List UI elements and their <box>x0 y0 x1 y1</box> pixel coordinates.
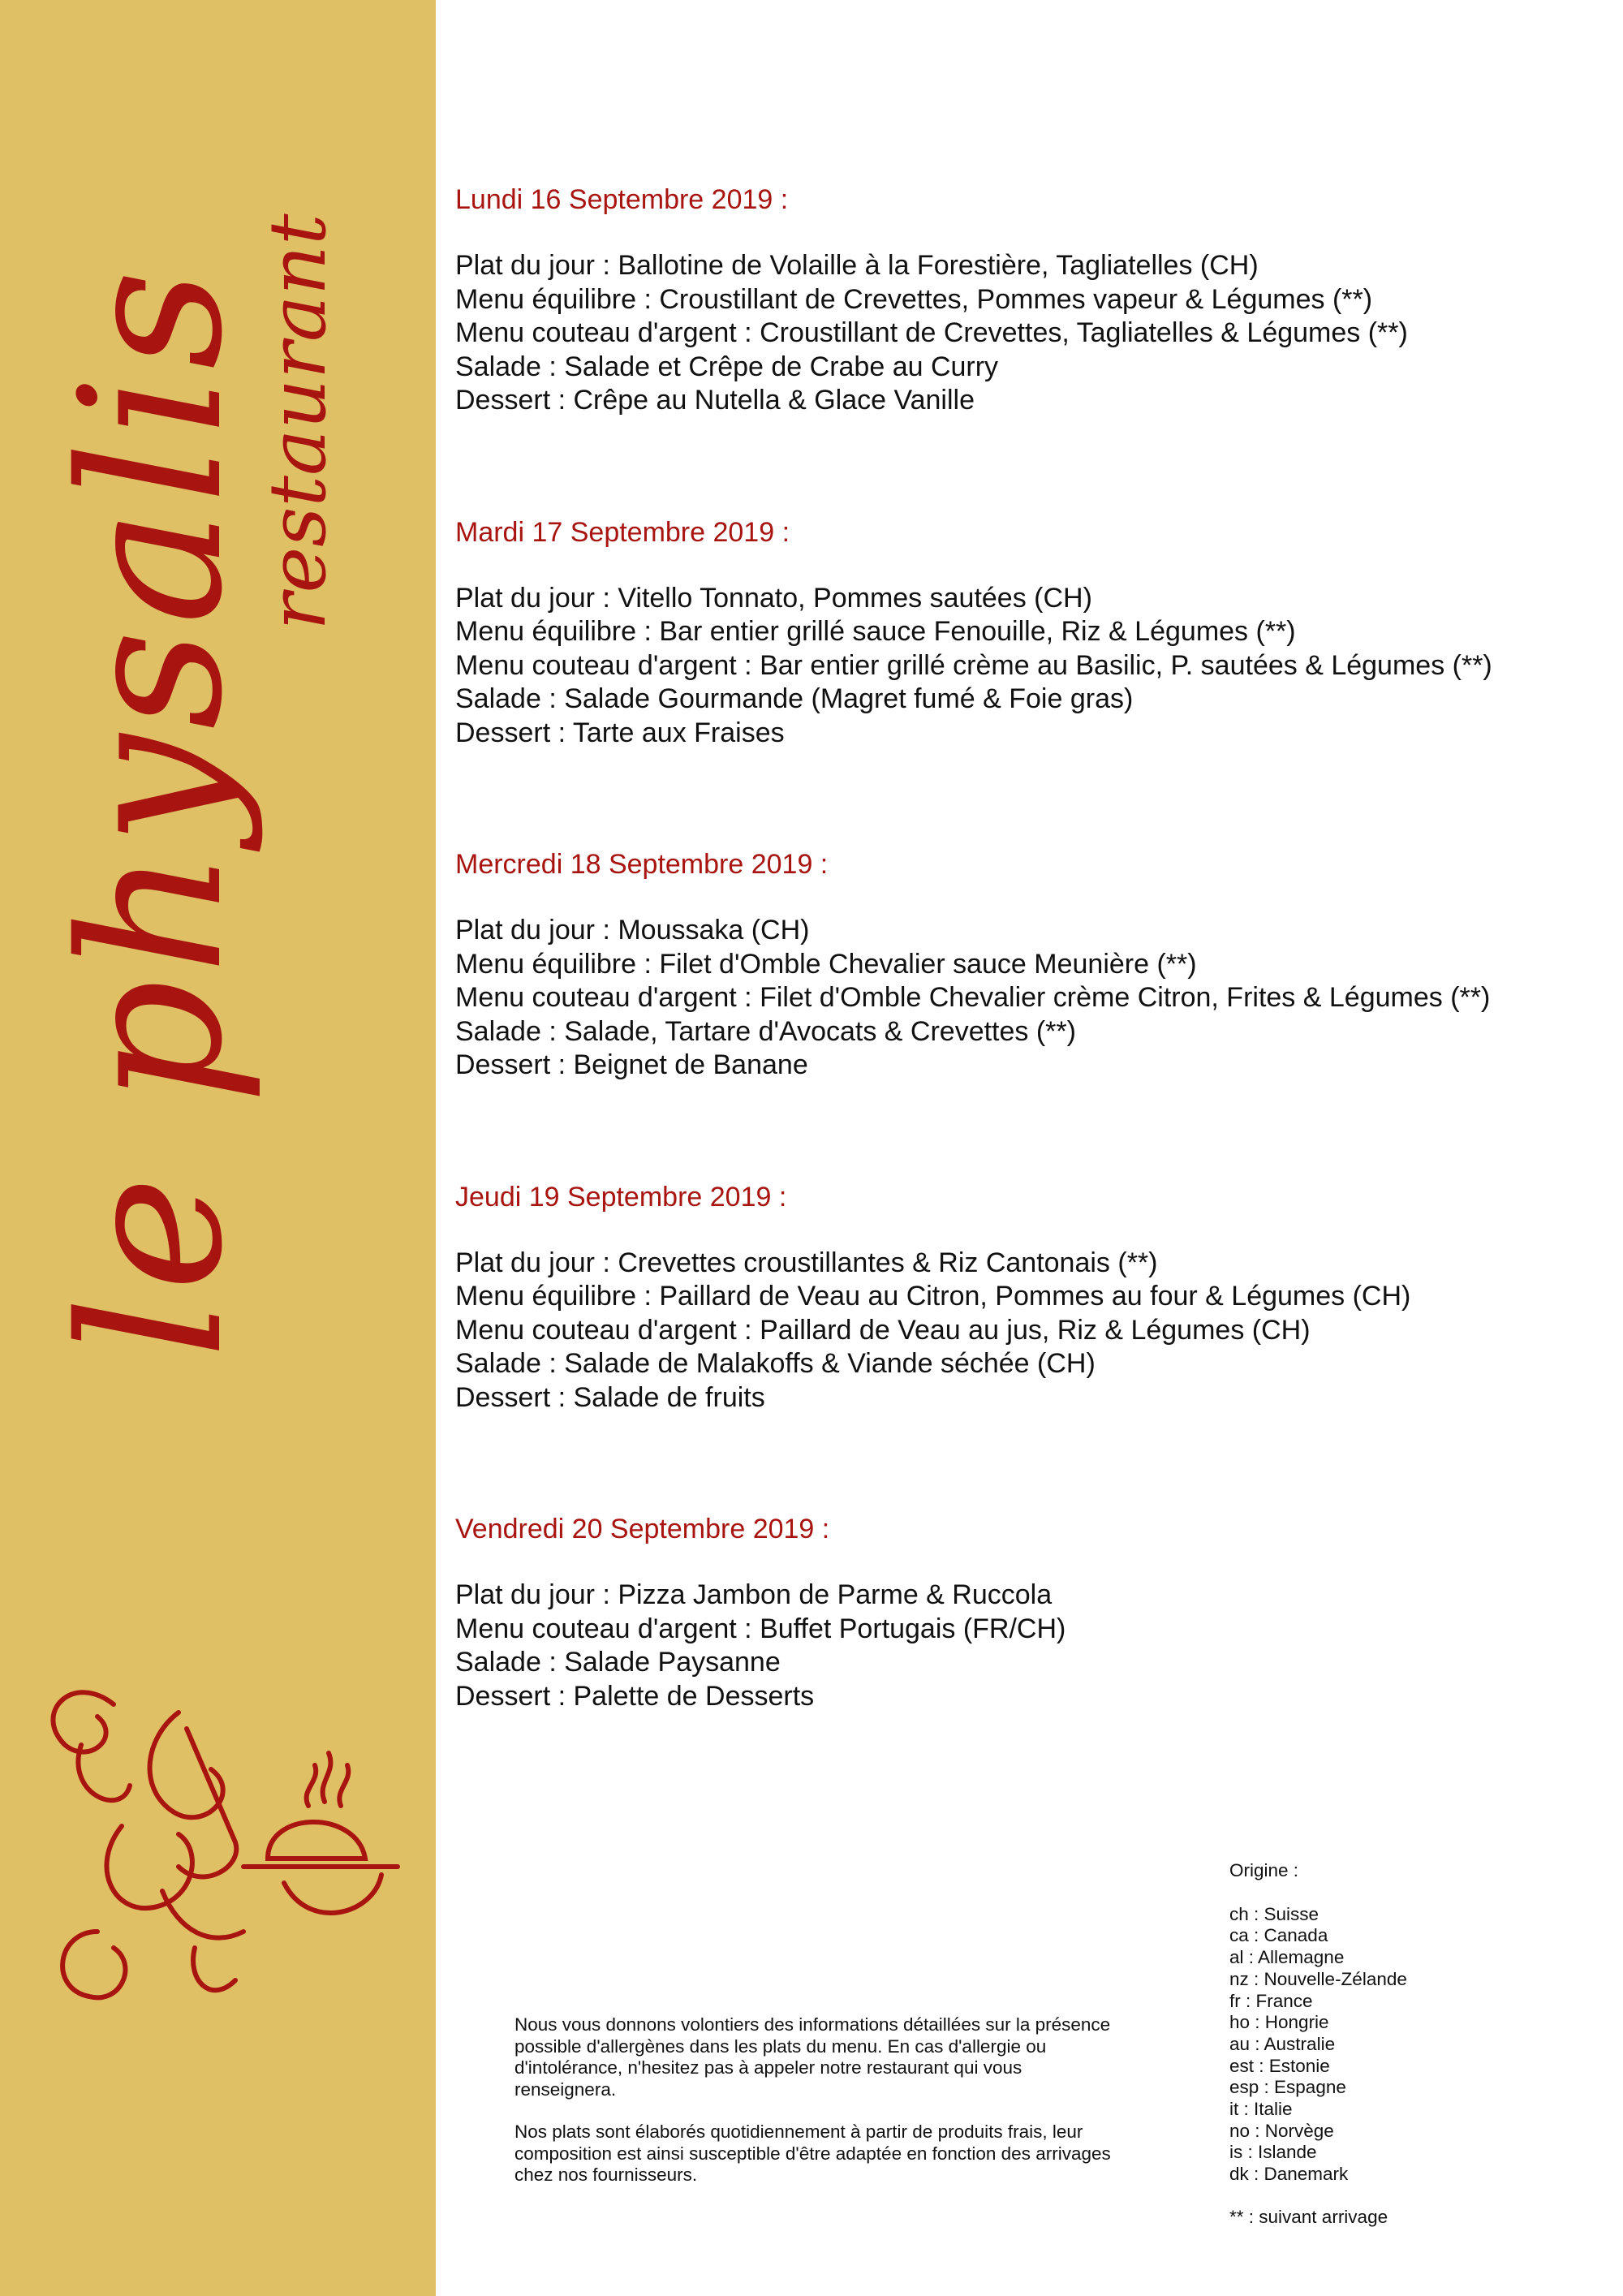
day-section <box>455 515 1608 751</box>
logo <box>0 0 436 2296</box>
dish-item: Salade : Salade Paysanne <box>455 1647 781 1678</box>
day-title: Vendredi 20 Septembre 2019 : <box>455 1514 830 1544</box>
day-title: Jeudi 19 Septembre 2019 : <box>455 1181 787 1213</box>
origin-note: ** : suivant arrivage <box>1229 2206 1388 2227</box>
origin-item: nz : Nouvelle-Zélande <box>1229 1968 1407 1989</box>
dish-item: Menu couteau d'argent : Buffet Portugais (FR/CH) <box>455 1613 1066 1644</box>
origin-item: au : Australie <box>1229 2033 1336 2054</box>
dish-item: Salade : Salade et Crêpe de Crabe au Curry <box>455 351 999 382</box>
origin-item: no : Norvège <box>1229 2120 1334 2141</box>
dish-list <box>455 914 1608 1083</box>
origin-item: it : Italie <box>1229 2099 1293 2120</box>
day-spacer <box>455 1415 1608 1512</box>
dish-item: Menu couteau d'argent : Croustillant de Crevettes, Tagliatelles & Légumes (**) <box>455 317 1408 348</box>
dish-item: Plat du jour : Vitello Tonnato, Pommes sautées (CH) <box>455 582 1092 614</box>
origin-title: Origine : <box>1229 1860 1299 1880</box>
dish-item: Menu équilibre : Filet d'Omble Chevalier sauce Meunière (**) <box>455 948 1197 980</box>
dish-list <box>455 582 1608 751</box>
origin-item: ho : Hongrie <box>1229 2012 1329 2033</box>
origin-legend <box>1229 1860 1570 2229</box>
day-title: Lundi 16 Septembre 2019 : <box>455 184 789 215</box>
origin-item: al : Allemagne <box>1229 1947 1345 1968</box>
dish-list <box>455 249 1608 418</box>
origin-item: dk : Danemark <box>1229 2164 1349 2185</box>
dish-item: Dessert : Crêpe au Nutella & Glace Vanille <box>455 385 975 416</box>
sidebar-notch <box>436 1473 454 1526</box>
origin-list <box>1229 1904 1570 2186</box>
dish-item: Plat du jour : Crevettes croustillantes & Riz Cantonais (**) <box>455 1247 1158 1278</box>
origin-item: esp : Espagne <box>1229 2077 1346 2098</box>
dish-item: Menu couteau d'argent : Bar entier grillé crème au Basilic, P. sautées & Légumes (**) <box>455 649 1492 681</box>
day-title: Mercredi 18 Septembre 2019 : <box>455 849 829 880</box>
dish-item: Menu équilibre : Bar entier grillé sauce Fenouille, Riz & Légumes (**) <box>455 616 1296 647</box>
logo-wordmark: le physalis <box>38 265 265 1359</box>
menu-content <box>455 183 1608 1713</box>
day-title: Mardi 17 Septembre 2019 : <box>455 516 790 548</box>
dish-item: Plat du jour : Ballotine de Volaille à la Forestière, Tagliatelles (CH) <box>455 250 1259 281</box>
origin-item: fr : France <box>1229 1990 1313 2011</box>
dish-list <box>455 1247 1608 1415</box>
dish-item: Menu équilibre : Paillard de Veau au Citron, Pommes au four & Légumes (CH) <box>455 1281 1411 1312</box>
dish-item: Dessert : Salade de fruits <box>455 1381 765 1413</box>
allergen-note <box>514 2014 1115 2208</box>
dish-item: Salade : Salade de Malakoffs & Viande séchée (CH) <box>455 1348 1096 1379</box>
day-section <box>455 1512 1608 1713</box>
dish-item: Salade : Salade Gourmande (Magret fumé & Foie gras) <box>455 683 1134 714</box>
dish-item: Menu équilibre : Croustillant de Crevettes, Pommes vapeur & Légumes (**) <box>455 283 1373 315</box>
dish-list <box>455 1579 1608 1713</box>
origin-item: est : Estonie <box>1229 2055 1330 2076</box>
day-section <box>455 847 1608 1083</box>
dish-item: Menu couteau d'argent : Filet d'Omble Chevalier crème Citron, Frites & Légumes (**) <box>455 982 1491 1013</box>
dish-item: Dessert : Palette de Desserts <box>455 1680 815 1712</box>
freshness-text: Nos plats sont élaborés quotidiennement à partir de produits frais, leur composition est ainsi susceptible d'être adaptée en fonction des arrivages chez nos fournisseurs. <box>514 2122 1111 2185</box>
origin-item: ca : Canada <box>1229 1925 1328 1946</box>
dish-item: Dessert : Beignet de Banane <box>455 1049 808 1080</box>
day-spacer <box>455 418 1608 515</box>
dish-item: Dessert : Tarte aux Fraises <box>455 717 785 748</box>
allergen-text: Nous vous donnons volontiers des informations détaillées sur la présence possible d'allergènes dans les plats du menu. En cas d'allergie ou d'intolérance, n'hesitez pas à appeler notre restaurant qui vous renseignera. <box>514 2014 1111 2100</box>
origin-item: ch : Suisse <box>1229 1903 1319 1924</box>
logo-artwork <box>0 0 436 2296</box>
logo-subtitle: restaurant <box>252 213 343 631</box>
origin-item: is : Islande <box>1229 2142 1317 2163</box>
day-spacer <box>455 1083 1608 1180</box>
day-section <box>455 183 1608 418</box>
chef-cloche-icon <box>53 1692 398 1997</box>
day-spacer <box>455 750 1608 847</box>
dish-item: Plat du jour : Pizza Jambon de Parme & Ruccola <box>455 1579 1053 1610</box>
dish-item: Salade : Salade, Tartare d'Avocats & Crevettes (**) <box>455 1015 1076 1047</box>
day-section <box>455 1180 1608 1415</box>
dish-item: Menu couteau d'argent : Paillard de Veau au jus, Riz & Légumes (CH) <box>455 1314 1311 1346</box>
dish-item: Plat du jour : Moussaka (CH) <box>455 915 810 946</box>
